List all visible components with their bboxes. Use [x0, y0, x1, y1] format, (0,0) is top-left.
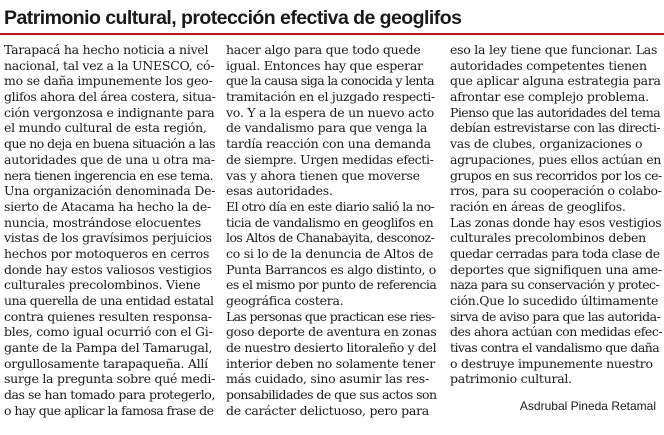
- article-column-1: [4, 42, 216, 419]
- article-text-line: o hay que aplicar la famosa frase de: [4, 402, 214, 418]
- headline-rule: [0, 33, 664, 35]
- article-text-line: vas de clubes, organizaciones o: [450, 136, 643, 152]
- article-text-line: orgullosamente tarapaqueña. Allí: [4, 355, 208, 371]
- article-text-line: Punta Barrancos es algo distinto, o: [226, 261, 436, 277]
- article-text-line: tramitación en el juzgado respecti-: [226, 89, 435, 105]
- article-text-line: autoridades competentes tienen: [450, 57, 647, 73]
- article-text-line: co si lo de la denuncia de Altos de: [226, 245, 434, 261]
- article-text-line: nacional, tal vez a la UNESCO, có-: [4, 57, 215, 73]
- article-text-line: tardía reacción con una demanda: [226, 136, 431, 152]
- article-text-line: contra quienes resulten responsa-: [4, 308, 212, 324]
- article-text-line: grupos en sus recorridos por los ce-: [450, 167, 662, 183]
- article-text-line: tivas contra el vandalismo que daña: [450, 340, 660, 356]
- article-text-line: es el mismo por punto de referencia: [226, 277, 437, 293]
- article-text-line: más cuidado, sino asumir las res-: [226, 371, 429, 387]
- article-text-line: Pienso que las autoridades del tema: [450, 104, 661, 120]
- article-text-line: glifos ahora del área costera, situa-: [4, 89, 216, 105]
- article-text-line: das se han tomado para protegerlo,: [4, 387, 215, 403]
- article-text-line: el mundo cultural de esta región,: [4, 120, 207, 136]
- article-text-line: Tarapacá ha hecho noticia a nivel: [4, 42, 209, 57]
- article-text-line: debían estrevistarse con las directi-: [450, 120, 661, 136]
- article-text-line: geográfica costera.: [226, 293, 344, 308]
- article-column-3: [450, 42, 662, 387]
- article-text-line: o destruye impunemente nuestro: [450, 355, 653, 371]
- article-text-line: bles, como igual ocurrió con el Gi-: [4, 324, 213, 340]
- article-text-line: El otro día en este diario salió la no-: [226, 198, 435, 214]
- article-text-line: eso la ley tiene que funcionar. Las: [450, 42, 658, 57]
- article-text-line: quedar cerradas para toda clase de: [450, 245, 660, 261]
- article-text-line: afrontar ese complejo problema.: [450, 89, 649, 105]
- article-text-line: hacer algo para que todo quede: [226, 42, 421, 57]
- article-text-line: mo se daña impunemente los geo-: [4, 73, 213, 89]
- article-text-line: patrimonio cultural.: [450, 371, 572, 387]
- article-text-line: igual. Entonces hay que esperar: [226, 57, 423, 73]
- article-text-line: que no deja en buena situación a las: [4, 136, 215, 152]
- article-text-line: ticia de vandalismo en geoglifos en: [226, 214, 434, 230]
- article-text-line: des ahora actúan con medidas efec-: [450, 324, 663, 340]
- article-text-line: que aplicar alguna estrategia para: [450, 73, 661, 89]
- article-text-line: naza para su conservación y protec-: [450, 277, 660, 293]
- article-text-line: ción.Que lo sucedido últimamente: [450, 293, 659, 308]
- article-text-line: rros, para su cooperación o colabo-: [450, 183, 662, 199]
- article-text-line: sirva de aviso para que las autorida-: [450, 308, 661, 324]
- article-text-line: autoridades que de una u otra ma-: [4, 151, 215, 167]
- article-text-line: los Altos de Chanabayita, desconoz-: [226, 230, 435, 246]
- article-text-line: ración en áreas de geoglifos.: [450, 198, 626, 214]
- article-text-line: de nuestro desierto litoraleño y del: [226, 340, 437, 356]
- article-text-line: Las personas que practican ese ries-: [226, 308, 435, 324]
- article-text-line: de carácter delictuoso, pero para: [226, 402, 430, 418]
- article-text-line: gante de la Pampa del Tamarugal,: [4, 340, 213, 356]
- article-text-line: ponsabilidades de que sus actos son: [226, 387, 437, 403]
- article-text-line: de siempre. Urgen medidas efecti-: [226, 151, 434, 167]
- article-text-line: culturales precolombinos deben: [450, 230, 646, 246]
- article-text-line: sierto de Atacama ha hecho la de-: [4, 198, 211, 214]
- article-text-line: una querella de una entidad estatal: [4, 293, 214, 308]
- article-text-line: vas y ahora tienen que moverse: [226, 167, 420, 183]
- article-text-line: vo. Y a la espera de un nuevo acto: [226, 104, 435, 120]
- article-text-line: interior deben no solamente tener: [226, 355, 435, 371]
- article-text-line: culturales precolombinos. Viene: [4, 277, 201, 293]
- article-text-line: Una organización denominada De-: [4, 183, 216, 199]
- article-text-line: deportes que signifiquen una ame-: [450, 261, 662, 277]
- article-text-line: surge la pregunta sobre qué medi-: [4, 371, 216, 387]
- article-text-line: donde hay estos valiosos vestigios: [4, 261, 212, 277]
- article-text-line: esas autoridades.: [226, 183, 333, 199]
- article-text-line: nera tienen ingerencia en ese tema.: [4, 167, 214, 183]
- article-text-line: vistas de los gravísimos perjuicios: [4, 230, 212, 246]
- article-text-line: nuncia, mostrándose elocuentes: [4, 214, 201, 230]
- article-text-line: hechos por motoqueros en cerros: [4, 245, 210, 261]
- article-text-line: Las zonas donde hay esos vestigios: [450, 214, 662, 230]
- article-text-line: que la causa siga la conocida y lenta: [226, 73, 434, 89]
- article-text-line: goso deporte de aventura en zonas: [226, 324, 437, 340]
- article-text-line: agrupaciones, pues ellos actúan en: [450, 151, 661, 167]
- article-text-line: de vandalismo para que venga la: [226, 120, 428, 136]
- article-column-2: [226, 42, 436, 419]
- article-headline: Patrimonio cultural, protección efectiva de geoglifos: [4, 7, 462, 29]
- author-byline: Asdrubal Pineda Retamal: [519, 399, 656, 413]
- article-text-line: ción vergonzosa e indignante para: [4, 104, 215, 120]
